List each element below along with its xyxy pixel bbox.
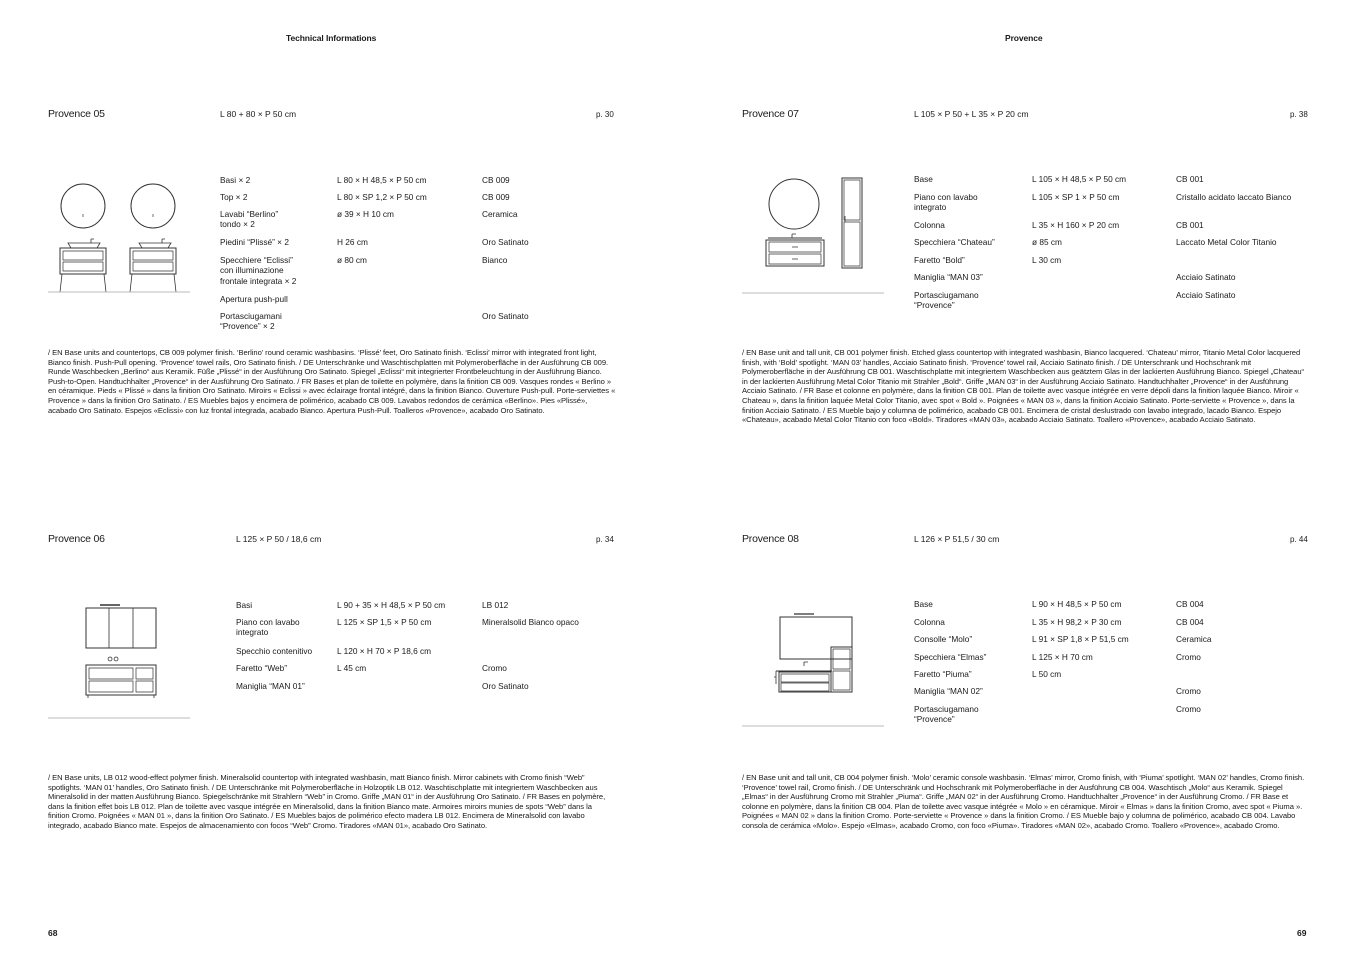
- item-finish: CB 001: [1176, 220, 1204, 230]
- provence-08-drawing: [742, 600, 888, 730]
- item-finish: CB 009: [482, 192, 510, 202]
- section-dimensions: L 105 × P 50 + L 35 × P 20 cm: [914, 109, 1029, 119]
- item-name: Base: [914, 599, 933, 609]
- provence-05-drawing: [48, 176, 194, 298]
- item-dimensions: H 26 cm: [337, 237, 368, 247]
- item-dimensions: L 90 × H 48,5 × P 50 cm: [1032, 599, 1122, 609]
- section-title: Provence 06: [48, 533, 105, 545]
- item-finish: CB 004: [1176, 599, 1204, 609]
- item-dimensions: L 120 × H 70 × P 18,6 cm: [337, 646, 432, 656]
- section-title: Provence 08: [742, 533, 799, 545]
- item-name: Base: [914, 174, 933, 184]
- item-name: Specchiera “Elmas”: [914, 652, 987, 662]
- item-finish: Oro Satinato: [482, 237, 529, 247]
- item-dimensions: L 80 × H 48,5 × P 50 cm: [337, 175, 427, 185]
- section-description: / EN Base unit and tall unit, CB 004 polymer finish. ‘Molo’ ceramic console washbasin. ‘Elmas’ mirror, Cromo finish, with ‘Piuma’ spotlight. ‘MAN 02’ handles, Cromo finish. ‘Provence’ towel rail, Cromo finish. / DE Unterschränk und Hochschrank mit Polymeroberfläche in der Ausführung CB 004. Waschtisch „Molo“ aus Keramik. Spiegel „Elmas“ in der Ausführung Cromo mit Strahler „Piuma“. Griffe „MAN 02“ in der Ausführung Cromo. Handtuchhalter „Provence“ in der Ausführung Cromo. / FR Base et colonne en polymère, dans la finition CB 004. Plan de toilette avec vasque intégrée « Molo » en céramique. Miroir « Elmas » dans la finition Cromo, avec spot « Piuma ». Poignées « MAN 02 » dans la finition Cromo. Porte-serviette « Provence » dans la finition Cromo. / ES Mueble bajo y columna de polimérico, acabado CB 004. Lavabo consola de cerámica «Molo». Espejo «Elmas», acabado Cromo, con foco «Piuma». Tiradores «MAN 02», acabado Cromo. Toallero «Provence», acabado Cromo.: [742, 773, 1305, 830]
- item-name: Faretto “Bold”: [914, 255, 965, 265]
- item-dimensions: L 30 cm: [1032, 255, 1062, 265]
- item-dimensions: L 80 × SP 1,2 × P 50 cm: [337, 192, 427, 202]
- item-finish: Ceramica: [482, 209, 518, 219]
- item-name: Maniglia “MAN 01”: [236, 681, 305, 691]
- item-finish: Laccato Metal Color Titanio: [1176, 237, 1277, 247]
- item-dimensions: L 90 + 35 × H 48,5 × P 50 cm: [337, 600, 446, 610]
- header-right: Provence: [1005, 33, 1043, 43]
- item-name: Maniglia “MAN 03”: [914, 272, 983, 282]
- item-name: Piano con lavabo integrato: [914, 192, 978, 213]
- item-dimensions: L 105 × H 48,5 × P 50 cm: [1032, 174, 1127, 184]
- item-name: Specchiera “Chateau”: [914, 237, 995, 247]
- item-name: Basi: [236, 600, 253, 610]
- item-finish: Ceramica: [1176, 634, 1212, 644]
- page-reference: p. 34: [596, 535, 614, 544]
- section-dimensions: L 125 × P 50 / 18,6 cm: [236, 534, 322, 544]
- item-finish: CB 009: [482, 175, 510, 185]
- item-name: Lavabi “Berlino” tondo × 2: [220, 209, 279, 230]
- item-finish: Oro Satinato: [482, 681, 529, 691]
- item-finish: Acciaio Satinato: [1176, 272, 1236, 282]
- provence-07-drawing: [742, 174, 888, 296]
- section-dimensions: L 80 + 80 × P 50 cm: [220, 109, 297, 119]
- item-finish: Cromo: [482, 663, 507, 673]
- item-dimensions: L 91 × SP 1,8 × P 51,5 cm: [1032, 634, 1129, 644]
- item-finish: Bianco: [482, 255, 508, 265]
- item-finish: LB 012: [482, 600, 509, 610]
- item-name: Piedini “Plissé” × 2: [220, 237, 289, 247]
- item-finish: Mineralsolid Bianco opaco: [482, 617, 579, 627]
- item-dimensions: L 45 cm: [337, 663, 367, 673]
- item-dimensions: ø 80 cm: [337, 255, 367, 265]
- item-dimensions: ø 85 cm: [1032, 237, 1062, 247]
- item-name: Faretto “Web”: [236, 663, 288, 673]
- item-name: Piano con lavabo integrato: [236, 617, 300, 638]
- item-name: Consolle “Molo”: [914, 634, 973, 644]
- item-name: Specchio contenitivo: [236, 646, 313, 656]
- item-name: Specchiere “Eclissi” con illuminazione frontale integrata × 2: [220, 255, 297, 286]
- item-finish: Acciaio Satinato: [1176, 290, 1236, 300]
- page-number-left: 68: [48, 928, 58, 938]
- page-reference: p. 30: [596, 110, 614, 119]
- item-name: Portasciugamani “Provence” × 2: [220, 311, 282, 332]
- section-description: / EN Base unit and tall unit, CB 001 polymer finish. Etched glass countertop with integrated washbasin, Bianco lacquered. ‘Chateau’ mirror, Titanio Metal Color lacquered finish, with ‘Bold’ spotlight. ‘MAN 03’ handles, Acciaio Satinato finish. ‘Provence’ towel rail, Acciaio Satinato finish. / DE Unterschrank und Hochschrank mit Polymeroberfläche in der Ausführung CB 001. Waschtischplatte mit integriertem Waschbecken aus geätztem Glas in der lackierten Ausführung Bianco. Spiegel „Chateau“ in der lackierten Ausführung Metal Color Titanio mit Strahler „Bold“. Griffe „MAN 03“ in der Ausführung Acciaio Satinato. Handtuchhalter „Provence“ in der Ausführung Acciaio Satinato. / FR Base et colonne en polymère, dans la finition CB 001. Plan de toilette avec vasque intégrée en verre dépoli dans la finition laquée Bianco. Miroir « Chateau », dans la finition laquée Metal Color Titanio, avec spot « Bold ». Poignées « MAN 03 », dans la finition Acciaio Satinato. Porte-serviette « Provence », dans la finition Acciaio Satinato. / ES Mueble bajo y columna de polimérico, acabado CB 001. Encimera de cristal deslustrado con lavabo integrado, lacado Bianco. Espejo «Chateau», acabado Metal Color Titanio con foco «Bold». Tiradores «MAN 03», acabado Acciaio Satinato. Toallero «Provence», acabado Acciaio Satinato.: [742, 348, 1305, 425]
- item-dimensions: L 105 × SP 1 × P 50 cm: [1032, 192, 1120, 202]
- section-title: Provence 07: [742, 108, 799, 120]
- item-dimensions: ø 39 × H 10 cm: [337, 209, 394, 219]
- item-finish: Cromo: [1176, 704, 1201, 714]
- item-name: Top × 2: [220, 192, 248, 202]
- section-description: / EN Base units, LB 012 wood-effect polymer finish. Mineralsolid countertop with integrated washbasin, matt Bianco finish. Mirror cabinets with Cromo finish “Web” spotlights. ‘MAN 01’ handles, Oro Satinato finish. / DE Unterschränke mit Polymeroberfläche in Holzoptik LB 012. Waschtischplatte mit integriertem Waschbecken aus Mineralsolid in der matten Ausführung Bianco. Spiegelschränke mit Strahlern “Web” in Cromo. Griffe „MAN 01“ in der Ausführung Oro Satinato. / FR Bases en polymère, dans la finition effet bois LB 012. Plan de toilette avec vasque intégrée en Mineralsolid, dans la finition Bianco mate. Armoires miroirs munies de spots “Web” dans la finition Cromo. Poignées « MAN 01 », dans la finition Oro Satinato. / ES Muebles bajos de polimérico efecto madera LB 012. Encimera de Mineralsolid con lavabo integrado, acabado Bianco mate. Espejos de almacenamiento con focos “Web” Cromo. Tiradores «MAN 01», acabado Oro Satinato.: [48, 773, 606, 830]
- item-name: Portasciugamano “Provence”: [914, 290, 979, 311]
- item-finish: CB 001: [1176, 174, 1204, 184]
- page-number-right: 69: [1297, 928, 1307, 938]
- item-finish: Cristallo acidato laccato Bianco: [1176, 192, 1292, 202]
- provence-06-drawing: [48, 600, 194, 722]
- section-description: / EN Base units and countertops, CB 009 polymer finish. ‘Berlino’ round ceramic washbasins. ‘Plissé’ feet, Oro Satinato finish. ‘Eclissi’ mirror with integrated front light, Bianco finish. Push-Pull opening. ‘Provence’ towel rails, Oro Satinato finish. / DE Unterschränke und Waschtischplatten mit Polymeroberfläche in der Ausführung CB 009. Runde Waschbecken „Berlino“ aus Keramik. Füße „Plissé“ in der Ausführung Oro Satinato. Spiegel „Eclissi“ mit integrierter Frontbeleuchtung in der Ausführung Bianco. Push-to-Open. Handtuchhalter „Provence“ in der Ausführung Oro Satinato. / FR Bases et plan de toilette en polymère, dans la finition CB 009. Vasques rondes « Berlino » en céramique. Pieds « Plissé » dans la finition Oro Satinato. Miroirs « Eclissi » avec éclairage frontal intégré, dans la finition Bianco. Ouverture Push-pull. Porte-serviettes « Provence » dans la finition Oro Satinato. / ES Muebles bajos y encimera de polimérico, acabado CB 009. Lavabos redondos de cerámica «Berlino». Pies «Plissé», acabado Oro Satinato. Espejos «Eclissi» con luz frontal integrada, acabado Bianco. Apertura Push-Pull. Toalleros «Provence», acabado Oro Satinato.: [48, 348, 616, 415]
- section-dimensions: L 126 × P 51,5 / 30 cm: [914, 534, 1000, 544]
- page-reference: p. 44: [1290, 535, 1308, 544]
- item-name: Apertura push-pull: [220, 294, 288, 304]
- item-finish: CB 004: [1176, 617, 1204, 627]
- item-dimensions: L 35 × H 98,2 × P 30 cm: [1032, 617, 1122, 627]
- item-finish: Oro Satinato: [482, 311, 529, 321]
- item-name: Maniglia “MAN 02”: [914, 686, 983, 696]
- item-dimensions: L 50 cm: [1032, 669, 1062, 679]
- item-dimensions: L 125 × H 70 cm: [1032, 652, 1093, 662]
- item-dimensions: L 125 × SP 1,5 × P 50 cm: [337, 617, 432, 627]
- item-name: Colonna: [914, 220, 945, 230]
- item-name: Faretto “Piuma”: [914, 669, 972, 679]
- header-left: Technical Informations: [286, 33, 377, 43]
- item-finish: Cromo: [1176, 652, 1201, 662]
- item-name: Portasciugamano “Provence”: [914, 704, 979, 725]
- section-title: Provence 05: [48, 108, 105, 120]
- page-reference: p. 38: [1290, 110, 1308, 119]
- item-finish: Cromo: [1176, 686, 1201, 696]
- item-name: Colonna: [914, 617, 945, 627]
- item-dimensions: L 35 × H 160 × P 20 cm: [1032, 220, 1120, 230]
- item-name: Basi × 2: [220, 175, 251, 185]
